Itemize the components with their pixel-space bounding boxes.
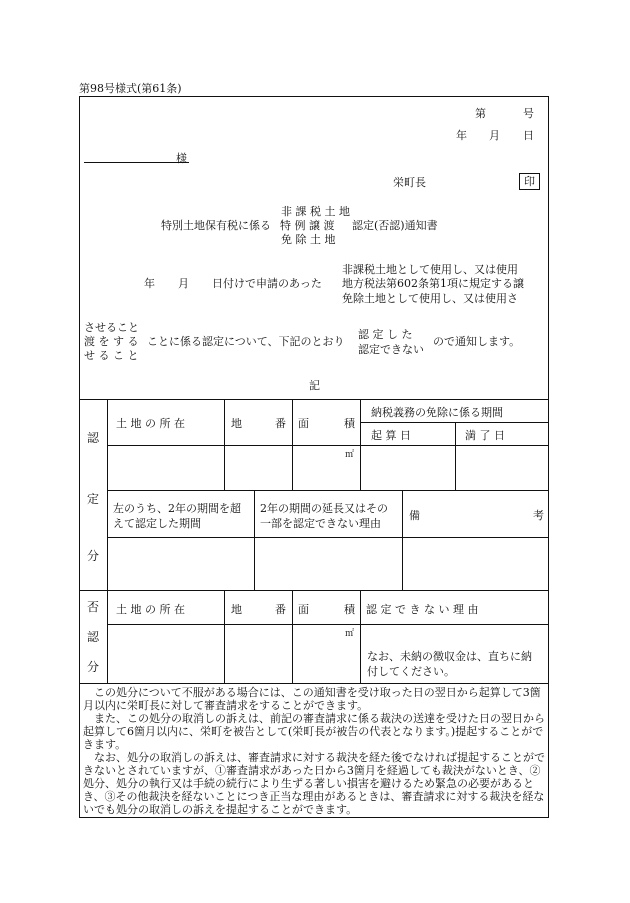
body-option-2: 地方税法第602条第1項に規定する譲 xyxy=(342,277,524,290)
appeal-note-2: また、この処分の取消しの訴えは、前記の審査請求に係る裁決の送達を受けた日の翌日から起算して6箇月以内に、栄町を被告として(栄町長が被告の代表となります。)提起することができます。 xyxy=(83,712,545,751)
body-date-year: 年 xyxy=(144,277,155,290)
unpaid-note-line2: 付してください。 xyxy=(367,665,455,678)
date-year: 年 xyxy=(456,129,467,142)
extension-reason-line2: 一部を認定できない理由 xyxy=(260,517,381,530)
table-bottom-border xyxy=(80,683,548,684)
col-line-chiban xyxy=(224,399,225,491)
row-line-1 xyxy=(107,445,548,446)
denied-area-unit: ㎡ xyxy=(345,629,355,639)
col-header-men: 面 xyxy=(298,417,309,430)
form-number: 第98号様式(第61条) xyxy=(79,82,182,95)
extension-reason-line1: 2年の期間の延長又はその xyxy=(260,502,388,515)
col-header-ban: 番 xyxy=(275,417,286,430)
side-label-hi: 否 xyxy=(87,600,100,614)
body-date-tail: 日付けで申請のあった xyxy=(212,277,322,290)
body-option-1: 非課税土地として使用し、又は使用 xyxy=(342,263,518,276)
denied-header-line xyxy=(107,624,548,625)
col-header-period: 納税義務の免除に係る期間 xyxy=(371,406,503,419)
col-header-seki: 積 xyxy=(344,417,355,430)
appeal-note-3: なお、処分の取消しの訴えは、審査請求に対する裁決を経た後でなければ提起することができないとされていますが、①審査請求があった日から3箇月を経過しても裁決がないとき、②処分、処分の執行又は手続の続行により生ずる著しい損害を避けるため緊急の必要があるとき、③その他裁決を経ないことにつき正当な理由があるときは、審査請求に対する裁決を経ないでも処分の取消しの訴えを提起することができます。 xyxy=(83,751,545,816)
body-date-month: 月 xyxy=(178,277,189,290)
body-tail: ので通知します。 xyxy=(433,335,521,348)
title-option-bottom: 免 除 土 地 xyxy=(281,233,336,246)
denied-col-chiban xyxy=(224,590,225,683)
denied-col-chi: 地 xyxy=(231,603,242,616)
table-top-border xyxy=(80,399,548,400)
body-choice-approved: 認 定 し た xyxy=(358,328,413,341)
col-header-start: 起 算 日 xyxy=(371,429,411,442)
side-label-bun2: 分 xyxy=(87,660,100,674)
row-line-3 xyxy=(107,537,548,538)
side-label-nin: 認 xyxy=(87,431,100,445)
col-header-chi: 地 xyxy=(231,417,242,430)
side-label-tei: 定 xyxy=(87,492,100,506)
title-suffix: 認定(否認)通知書 xyxy=(352,219,438,232)
addressee-honorific: 様 xyxy=(176,152,187,165)
denied-col-location: 土 地 の 所 在 xyxy=(116,603,185,616)
appeal-notes xyxy=(83,686,545,816)
col-line-period xyxy=(360,399,361,491)
denied-col-seki: 積 xyxy=(344,603,355,616)
col-line-menseki xyxy=(292,399,293,491)
body-suffix-3: せ る こ と xyxy=(84,349,139,362)
denied-col-menseki xyxy=(292,590,293,683)
remarks-label-2: 考 xyxy=(533,509,544,522)
unpaid-note-line1: なお、未納の徴収金は、直ちに納 xyxy=(367,650,532,663)
col-header-end: 満 了 日 xyxy=(465,429,505,442)
col-line-remarks xyxy=(402,490,403,590)
area-unit: ㎡ xyxy=(345,450,355,460)
denied-col-reason-label: 認 定 で き な い 理 由 xyxy=(366,603,479,616)
remarks-label-1: 備 xyxy=(409,509,420,522)
section-divider xyxy=(80,590,548,591)
number-prefix: 第 xyxy=(475,107,486,120)
over-period-line2: えて認定した期間 xyxy=(113,517,201,530)
body-suffix-2: 渡 を す る xyxy=(84,335,139,348)
number-suffix: 号 xyxy=(523,107,534,120)
seal-mark: 印 xyxy=(519,173,540,190)
date-month: 月 xyxy=(489,129,500,142)
side-label-bun: 分 xyxy=(87,549,100,563)
body-choice-denied: 認定できない xyxy=(358,343,424,356)
denied-col-men: 面 xyxy=(298,603,309,616)
addressee-line xyxy=(84,162,189,163)
side-column-border xyxy=(107,399,108,683)
body-option-3: 免除土地として使用し、又は使用さ xyxy=(342,292,518,305)
side-label-nin2: 認 xyxy=(87,630,100,644)
appeal-note-1: この処分について不服がある場合には、この通知書を受け取った日の翌日から起算して3箇月以内に栄町長に対して審査請求をすることができます。 xyxy=(83,686,541,712)
period-subheader-line xyxy=(360,422,548,423)
col-line-end xyxy=(455,422,456,491)
title-prefix: 特別土地保有税に係る xyxy=(161,219,271,232)
col-header-location: 土 地 の 所 在 xyxy=(116,417,185,430)
ki-heading: 記 xyxy=(309,379,320,392)
issuer-name: 栄町長 xyxy=(393,176,426,189)
body-middle: ことに係る認定について、下記のとおり xyxy=(147,335,345,348)
over-period-line1: 左のうち、2年の期間を超 xyxy=(113,502,241,515)
title-option-mid: 特 例 譲 渡 xyxy=(280,219,335,232)
row-line-2 xyxy=(107,490,548,491)
title-option-top: 非 課 税 土 地 xyxy=(281,205,350,218)
body-suffix-1: させること xyxy=(84,321,139,334)
date-day: 日 xyxy=(523,129,534,142)
denied-col-ban: 番 xyxy=(275,603,286,616)
denied-col-reason xyxy=(360,590,361,683)
col-line-ext xyxy=(254,490,255,590)
